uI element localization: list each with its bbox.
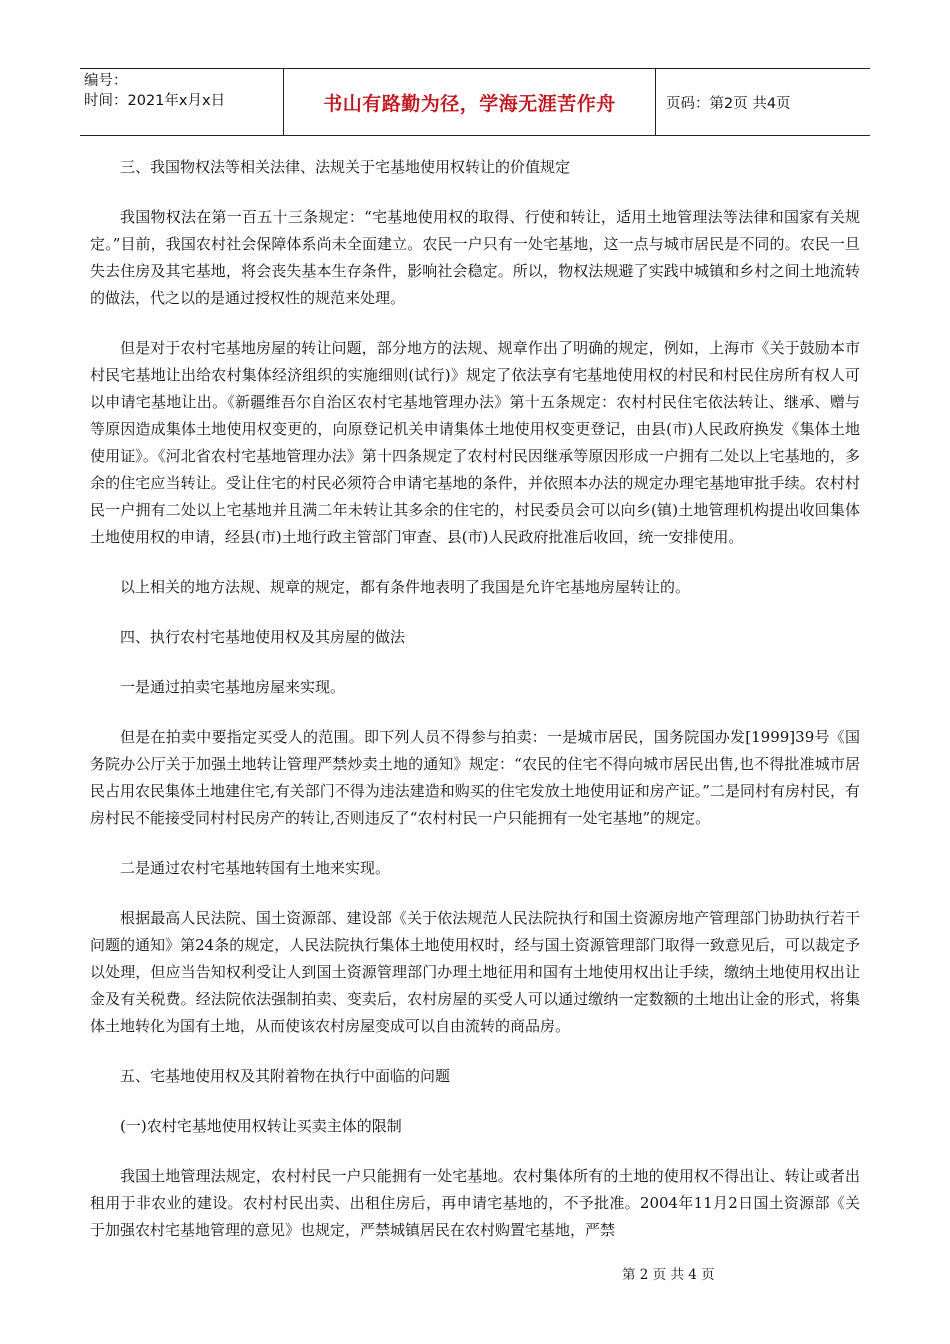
page-header bbox=[80, 68, 870, 136]
body-paragraph: 一是通过拍卖宅基地房屋来实现。 bbox=[120, 678, 346, 696]
body-paragraph: 我国物权法在第一百五十三条规定：“宅基地使用权的取得、行使和转让，适用土地管理法等法律和国家有关规定。”目前，我国农村社会保障体系尚未全面建立。农民一户只有一处宅基地，这一点与城市居民是不同的。农民一旦失去住房及其宅基地，将会丧失基本生存条件，影响社会稳定。所以，物权法规避了实践中城镇和乡村之间土地流转的做法，代之以的是通过授权性的规范来处理。 bbox=[90, 208, 860, 307]
header-page-cell bbox=[656, 69, 870, 135]
document-time-label: 时间：2021年x月x日 bbox=[84, 93, 226, 109]
header-motto-cell bbox=[283, 69, 656, 135]
section-heading-3: 三、我国物权法等相关法律、法规关于宅基地使用权转让的价值规定 bbox=[120, 158, 571, 176]
section-heading-5: 五、宅基地使用权及其附着物在执行中面临的问题 bbox=[120, 1067, 451, 1085]
subsection-heading: (一)农村宅基地使用权转让买卖主体的限制 bbox=[120, 1117, 402, 1135]
body-paragraph: 二是通过农村宅基地转国有土地来实现。 bbox=[120, 859, 391, 877]
header-meta bbox=[80, 69, 283, 135]
header-motto: 书山有路勤为径，学海无涯苦作舟 bbox=[323, 92, 616, 115]
body-paragraph: 以上相关的地方法规、规章的规定，都有条件地表明了我国是允许宅基地房屋转让的。 bbox=[120, 578, 691, 596]
body-paragraph: 但是在拍卖中要指定买受人的范围。即下列人员不得参与拍卖：一是城市居民，国务院国办发[1999]39号《国务院办公厅关于加强土地转让管理严禁炒卖土地的通知》规定：“农民的住宅不得向城市居民出售,也不得批准城市居民占用农民集体土地建住宅,有关部门不得为违法建造和购买的住宅发放土地使用证和房产证。”二是同村有房村民，有房村民不能接受同村村民房产的转让,否则违反了“农村村民一户只能拥有一处宅基地”的规定。 bbox=[90, 728, 860, 827]
section-heading-4: 四、执行农村宅基地使用权及其房屋的做法 bbox=[120, 628, 406, 646]
body-paragraph: 根据最高人民法院、国土资源部、建设部《关于依法规范人民法院执行和国土资源房地产管理部门协助执行若干问题的通知》第24条的规定，人民法院执行集体土地使用权时，经与国土资源管理部门取得一致意见后，可以裁定予以处理，但应当告知权利受让人到国土资源管理部门办理土地征用和国有土地使用权出让手续，缴纳土地使用权出让金及有关税费。经法院依法强制拍卖、变卖后，农村房屋的买受人可以通过缴纳一定数额的土地出让金的形式，将集体土地转化为国有土地，从而使该农村房屋变成可以自由流转的商品房。 bbox=[90, 909, 860, 1035]
header-page-number: 页码：第2页 共4页 bbox=[666, 95, 791, 112]
document-body bbox=[90, 154, 860, 1267]
body-paragraph: 但是对于农村宅基地房屋的转让问题，部分地方的法规、规章作出了明确的规定，例如，上海市《关于鼓励本市村民宅基地让出给农村集体经济组织的实施细则(试行)》规定了依法享有宅基地使用权的村民和村民住房所有权人可以申请宅基地让出。《新疆维吾尔自治区农村宅基地管理办法》第十五条规定：农村村民住宅依法转让、继承、赠与等原因造成集体土地使用权变更的，向原登记机关申请集体土地使用权变更登记，由县(市)人民政府换发《集体土地使用证》。《河北省农村宅基地管理办法》第十四条规定了农村村民因继承等原因形成一户拥有二处以上宅基地的，多余的住宅应当转让。受让住宅的村民必须符合申请宅基地的条件，并依照本办法的规定办理宅基地审批手续。农村村民一户拥有二处以上宅基地并且满二年未转让其多余的住宅的，村民委员会可以向乡(镇)土地管理机构提出收回集体土地使用权的申请，经县(市)土地行政主管部门审查、县(市)人民政府批准后收回，统一安排使用。 bbox=[90, 339, 860, 546]
document-number-label: 编号： bbox=[84, 73, 128, 89]
page-footer: 第 2 页 共 4 页 bbox=[622, 1267, 715, 1283]
body-paragraph: 我国土地管理法规定，农村村民一户只能拥有一处宅基地。农村集体所有的土地的使用权不得出让、转让或者出租用于非农业的建设。农村村民出卖、出租住房后，再申请宅基地的，不予批准。2004年11月2日国土资源部《关于加强农村宅基地管理的意见》也规定，严禁城镇居民在农村购置宅基地，严禁 bbox=[90, 1167, 860, 1239]
